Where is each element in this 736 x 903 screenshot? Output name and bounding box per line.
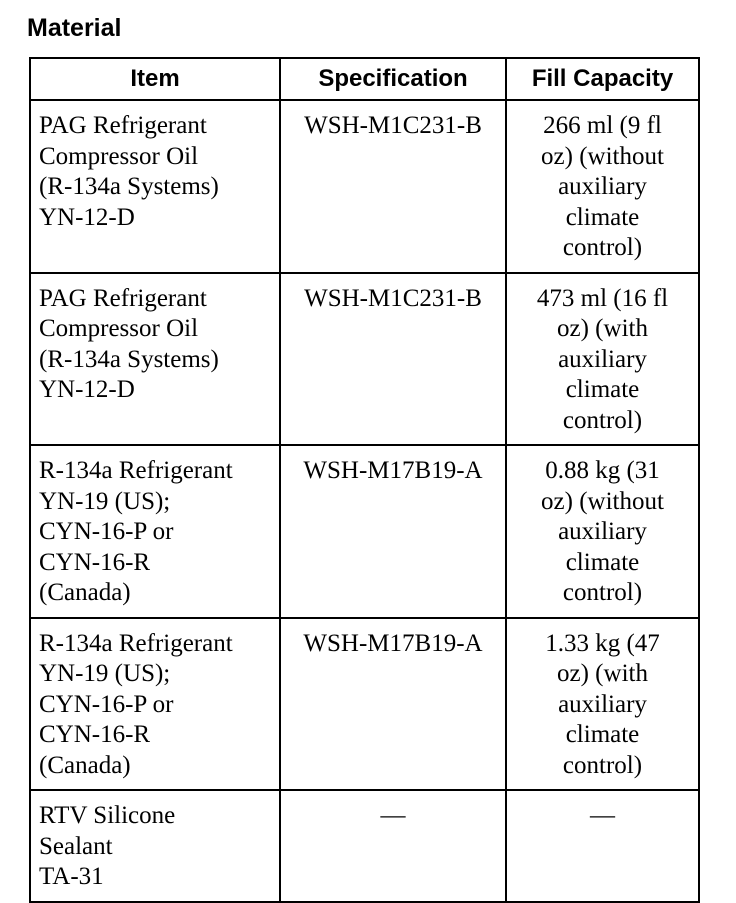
specification-cell: — [280,790,506,902]
item-line: Compressor Oil [39,315,199,342]
item-line: CYN-16-R [39,548,151,576]
item-cell [30,100,280,273]
section-title: Material [27,14,122,42]
fill-line: oz) (without [541,487,664,515]
item-line: (Canada) [39,751,131,779]
fill-line: control) [562,579,643,606]
fill-line: oz) (without [541,142,664,170]
fill-line: auxiliary [558,173,647,200]
material-table [29,57,700,903]
specification-cell: WSH-M17B19-A [280,618,506,791]
fill-line: — [590,802,615,829]
item-line: CYN-16-P or [39,690,174,718]
item-line: YN-12-D [39,376,135,403]
fill-capacity-cell [506,618,699,791]
item-line: YN-19 (US); [39,660,171,687]
fill-line: 0.88 kg (31 [545,457,660,484]
fill-capacity-cell [506,273,699,446]
item-line: R-134a Refrigerant [39,629,233,657]
item-line: YN-12-D [39,203,135,231]
item-line: CYN-16-P or [39,518,174,545]
table-row [30,445,699,618]
item-cell [30,445,280,618]
header-specification: Specification [280,58,506,100]
header-item: Item [30,58,280,100]
item-line: (Canada) [39,579,131,606]
item-cell [30,618,280,791]
table-row [30,100,699,273]
fill-line: climate [565,376,640,403]
table-header-row [30,58,699,100]
fill-line: 1.33 kg (47 [545,629,660,657]
item-line: (R-134a Systems) [39,345,219,373]
fill-line: auxiliary [558,690,647,718]
table-row [30,618,699,791]
item-cell [30,790,280,902]
item-line: PAG Refrigerant [39,112,207,139]
header-fill-capacity: Fill Capacity [506,58,699,100]
item-line: TA-31 [39,863,104,890]
item-line: CYN-16-R [39,721,151,748]
item-line: (R-134a Systems) [39,173,219,200]
table-row [30,273,699,446]
item-line: PAG Refrigerant [39,284,207,312]
fill-line: oz) (with [557,660,648,687]
item-line: YN-19 (US); [39,487,171,515]
fill-line: auxiliary [558,345,647,373]
item-line: R-134a Refrigerant [39,457,233,484]
fill-line: auxiliary [558,518,647,545]
fill-line: control) [562,406,643,434]
fill-capacity-cell [506,445,699,618]
specification-cell: WSH-M1C231-B [280,100,506,273]
item-line: RTV Silicone [39,802,176,829]
fill-line: 473 ml (16 fl [536,284,669,312]
item-line: Compressor Oil [39,142,199,170]
fill-line: climate [565,548,640,576]
table-row [30,790,699,902]
fill-line: 266 ml (9 fl [543,112,662,139]
item-line: Sealant [39,832,113,860]
fill-line: control) [562,751,643,779]
fill-line: climate [565,203,640,231]
fill-capacity-cell [506,790,699,902]
fill-line: control) [562,234,643,261]
fill-capacity-cell [506,100,699,273]
fill-line: oz) (with [557,315,648,342]
specification-cell: WSH-M1C231-B [280,273,506,446]
fill-line: climate [565,721,640,748]
specification-cell: WSH-M17B19-A [280,445,506,618]
item-cell [30,273,280,446]
